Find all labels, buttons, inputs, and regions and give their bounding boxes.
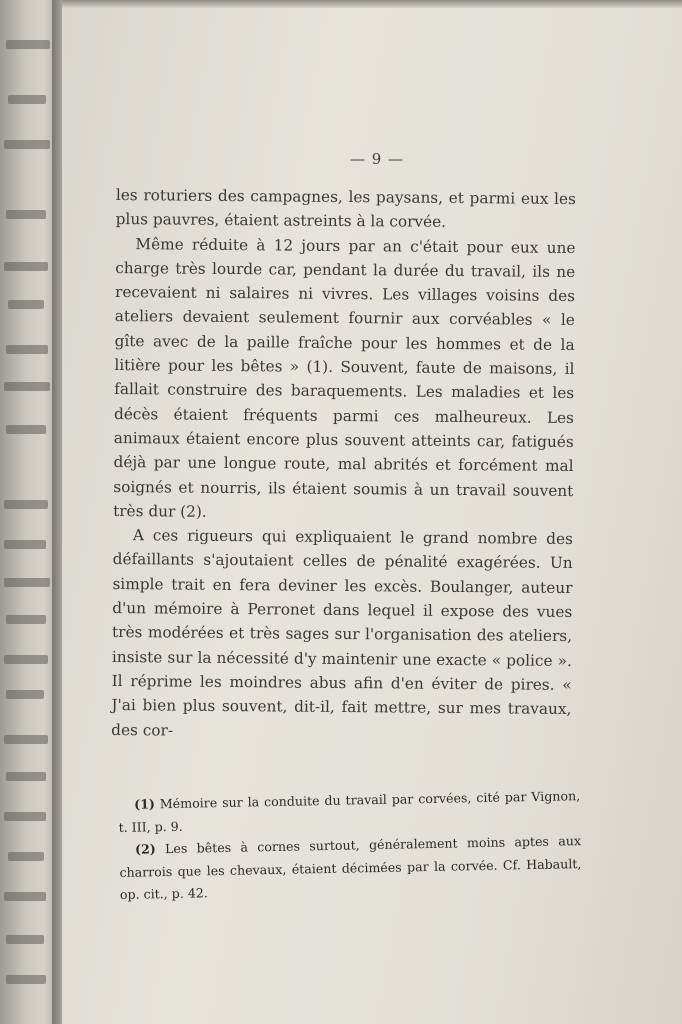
page-number: — 9 — — [349, 150, 405, 168]
paragraph-2: Même réduite à 12 jours par an c'était pour eux une charge très lourde car, pendant la durée du travail, ils ne recevaient ni salaires ni vivres. Les villages voisins des ateliers devaient seulement fournir aux corvéables « le gîte avec de la paille fraîche pour les hommes et de la litière pour les bêtes » (1). Souvent, faute de maisons, il fallait construire des baraquements. Les maladies et les décès étaient fréquents parmi ces malheureux. Les animaux étaient encore plus souvent atteints car, fatigués déjà par une longue route, mal abrités et forcément mal soignés et nourris, ils étaient soumis à un travail souvent très dur (2). — [113, 234, 576, 521]
footnote-2-ref: (2) — [134, 841, 156, 857]
footnote-2-text: Les bêtes à cornes surtout, généralement moins aptes aux charrois que les chevaux, étaient décimées par la corvée. Cf. Habault, op. cit., p. 42. — [119, 833, 582, 902]
paragraph-3: A ces rigueurs qui expliquaient le grand nombre des défaillants s'ajoutaient celles de pénalité exagérées. Un simple trait en fera deviner les excès. Boulanger, auteur d'un mémoire à Perronet dans lequel il expose des vues très modérées et très sages sur l'organisation des ateliers, insiste sur la nécessité d'y maintenir une exacte « police ». Il réprime les moindres abus afin d'en éviter de pires. « J'ai bien plus souvent, dit-il, fait mettre, sur mes travaux, des cor- — [111, 526, 573, 740]
paragraph-1: les roturiers des campagnes, les paysans, et parmi eux les plus pauvres, étaient astreints à la corvée. — [115, 185, 576, 232]
footnote-2 — [119, 830, 582, 906]
footnotes — [118, 785, 582, 906]
footnote-1-text: Mémoire sur la conduite du travail par corvées, cité par Vignon, t. III, p. 9. — [118, 788, 581, 835]
body-text — [111, 183, 576, 746]
page-top-edge — [62, 0, 682, 8]
book-page — [62, 0, 682, 1024]
footnote-1-ref: (1) — [134, 796, 156, 812]
